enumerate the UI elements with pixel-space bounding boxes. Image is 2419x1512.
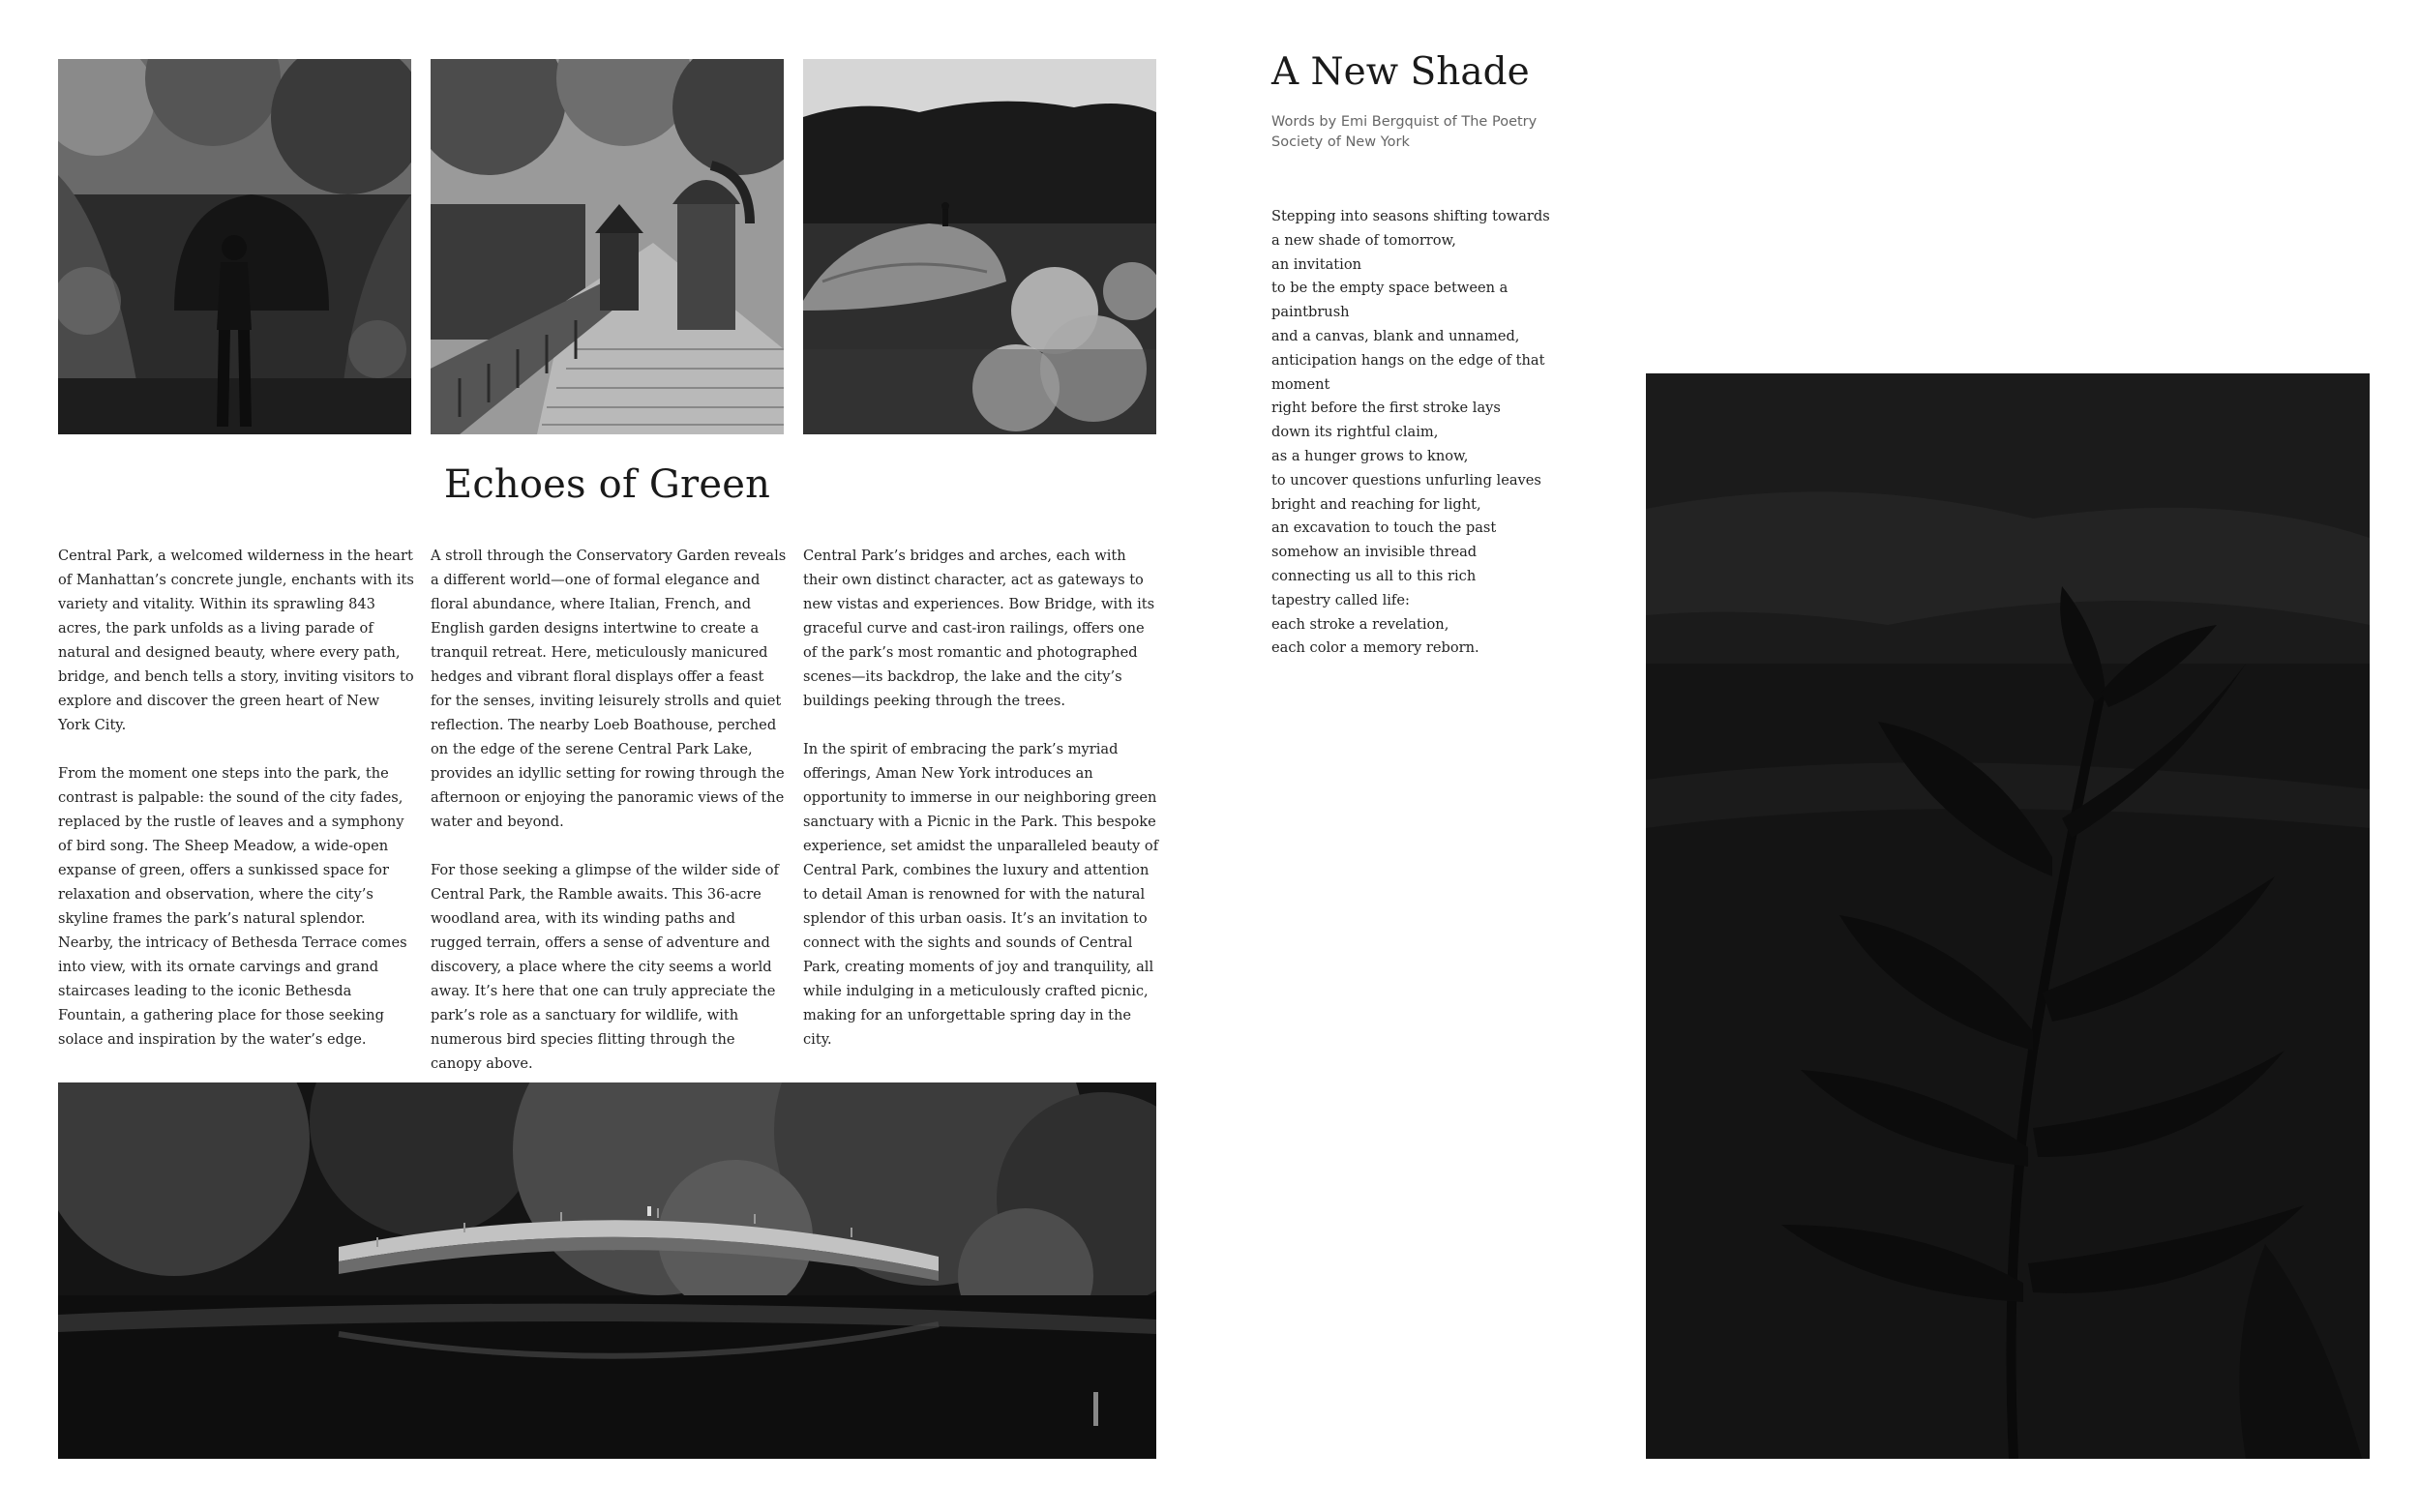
article-column-1 xyxy=(58,544,414,1076)
poem-line: somehow an invisible thread xyxy=(1271,544,1478,561)
poem-line: a new shade of tomorrow, xyxy=(1271,231,1456,249)
photo-runner xyxy=(58,59,411,434)
poem-credit-line: Society of New York xyxy=(1271,134,1410,150)
poem-line: an excavation to touch the past xyxy=(1271,519,1497,537)
poem-line: Stepping into seasons shifting towards xyxy=(1271,208,1550,224)
article-paragraph: For those seeking a glimpse of the wilder side of Central Park, the Ramble awaits. This 36-acre woodland area, with its winding paths and rugged terrain, offers a sense of adventure and discovery, a place where the city seems a world away. It’s here that one can truly appreciate the park’s role as a sanctuary for wildlife, with numerous bird species flitting through the canopy above. xyxy=(431,862,779,1072)
poem-line: bright and reaching for light, xyxy=(1271,495,1481,513)
photo-terrace xyxy=(431,59,784,434)
photo-plant xyxy=(1646,373,2370,1459)
article-paragraph: Central Park’s bridges and arches, each with their own distinct character, act as gateways to new vistas and experiences. Bow Bridge, with its graceful curve and cast-iron railings, offers one of the park’s most romantic and photographed scenes—its backdrop, the lake and the city’s buildings peeking through the trees. xyxy=(803,548,1155,709)
poem-line: down its rightful claim, xyxy=(1271,424,1439,441)
poem-line: each stroke a revelation, xyxy=(1271,615,1449,633)
article-paragraph: A stroll through the Conservatory Garden reveals a different world—one of formal elegance and floral abundance, where Italian, French, and English garden designs intertwine to create a tranquil retreat. Here, meticulously manicured hedges and vibrant floral displays offer a feast for the senses, inviting leisurely strolls and quiet reflection. The nearby Loeb Boathouse, perched on the edge of the serene Central Park Lake, provides an idyllic setting for rowing through the afternoon or enjoying the panoramic views of the water and beyond. xyxy=(431,548,787,830)
poem-line: to uncover questions unfurling leaves xyxy=(1271,471,1541,489)
article-paragraph: From the moment one steps into the park, the contrast is palpable: the sound of the city fades, replaced by the rustle of leaves and a symphony of bird song. The Sheep Meadow, a wide-open expanse of green, offers a sunkissed space for relaxation and observation, where the city’s skyline frames the park’s natural splendor. Nearby, the intricacy of Bethesda Terrace comes into view, with its ornate carvings and grand staircases leading to the iconic Bethesda Fountain, a gathering place for those seeking solace and inspiration by the water’s edge. xyxy=(58,765,407,1048)
poem-line: right before the first stroke lays xyxy=(1271,400,1501,417)
poem-line: and a canvas, blank and unnamed, xyxy=(1271,327,1520,344)
poem-line: tapestry called life: xyxy=(1271,591,1410,608)
photo-lake xyxy=(803,59,1156,434)
poem-credit xyxy=(1271,112,1552,153)
article-column-2 xyxy=(431,544,787,1100)
article-paragraph: Central Park, a welcomed wilderness in the heart of Manhattan’s concrete jungle, enchants with its variety and vitality. Within its sprawling 843 acres, the park unfolds as a living parade of natural and designed beauty, where every path, bridge, and bench tells a story, inviting visitors to explore and discover the green heart of New York City. xyxy=(58,548,414,733)
poem-line: paintbrush xyxy=(1271,304,1350,321)
poem-title: A New Shade xyxy=(1271,50,1530,94)
article-column-3 xyxy=(803,544,1161,1076)
poem-body xyxy=(1271,205,1562,661)
poem-line: as a hunger grows to know, xyxy=(1271,447,1469,464)
poem-line: anticipation hangs on the edge of that xyxy=(1271,351,1545,369)
poem-line: moment xyxy=(1271,375,1330,393)
poem-line: connecting us all to this rich xyxy=(1271,567,1477,584)
article-title: Echoes of Green xyxy=(443,462,771,507)
poem-line: an invitation xyxy=(1271,255,1361,273)
poem-line: to be the empty space between a xyxy=(1271,280,1508,297)
photo-bridge xyxy=(58,1082,1156,1459)
article-paragraph: In the spirit of embracing the park’s myriad offerings, Aman New York introduces an opportunity to immerse in our neighboring green sanctuary with a Picnic in the Park. This bespoke experience, set amidst the unparalleled beauty of Central Park, combines the luxury and attention to detail Aman is renowned for with the natural splendor of this urban oasis. It’s an invitation to connect with the sights and sounds of Central Park, creating moments of joy and tranquility, all while indulging in a meticulously crafted picnic, making for an unforgettable spring day in the city. xyxy=(803,741,1159,1048)
poem-line: each color a memory reborn. xyxy=(1271,639,1479,657)
poem-credit-line: Words by Emi Bergquist of The Poetry xyxy=(1271,114,1538,130)
